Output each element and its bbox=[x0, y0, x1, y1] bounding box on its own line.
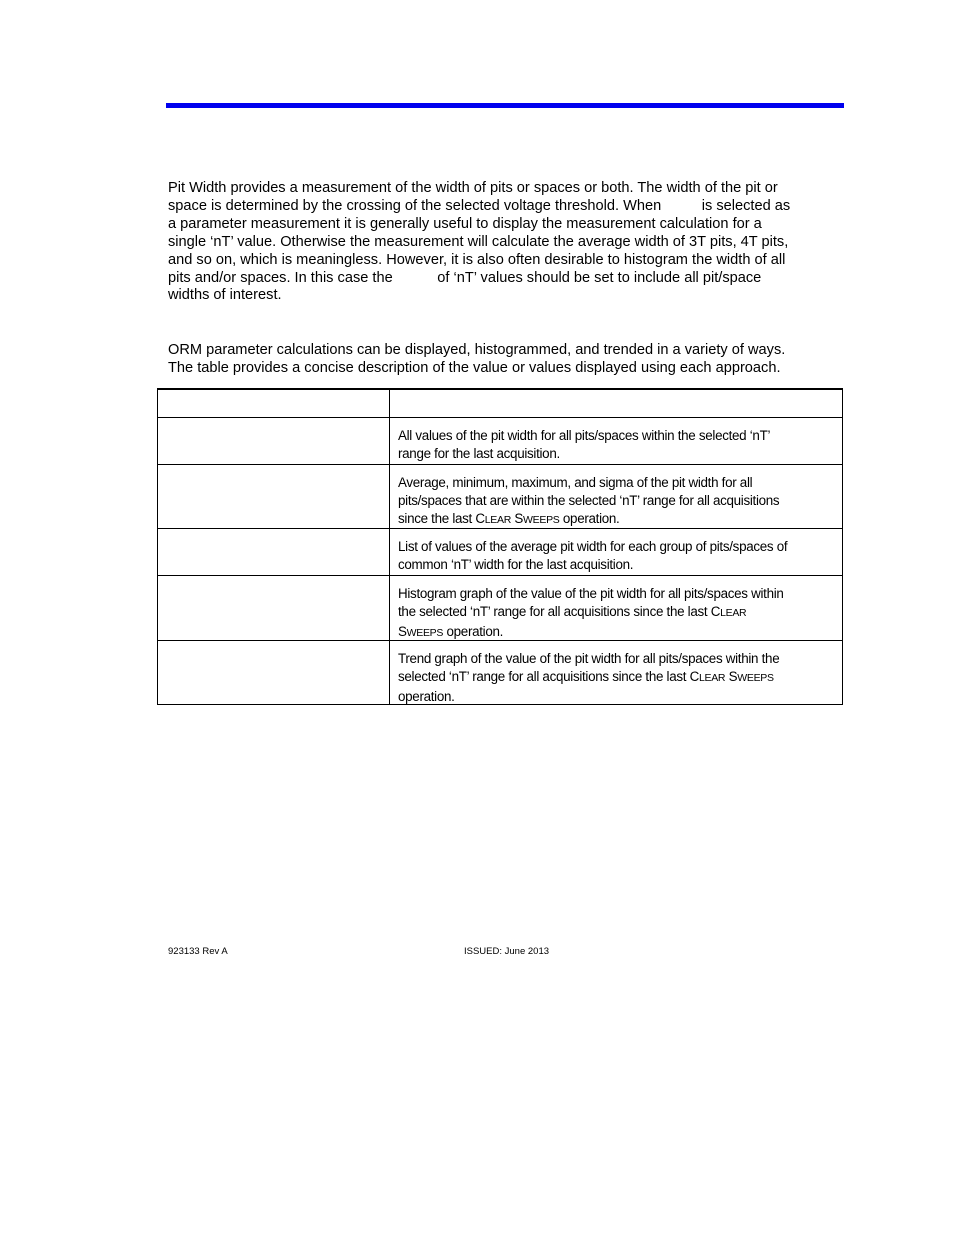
table-header-row bbox=[158, 389, 842, 417]
paragraph-line: Pit Width provides a measurement of the width of pits or spaces or both. The width of the pit or bbox=[168, 180, 778, 196]
cell-line: operation. bbox=[398, 688, 455, 704]
orm-paragraph bbox=[168, 342, 840, 378]
paragraph-line: The table provides a concise description of the value or values displayed using each approach. bbox=[168, 359, 781, 376]
cell-line: pits/spaces that are within the selected ‘nT’ range for all acquisitions bbox=[398, 492, 780, 508]
cell-line bbox=[398, 510, 828, 530]
small-caps-text: WEEPS bbox=[406, 626, 444, 639]
cell-line bbox=[398, 668, 828, 688]
footer-doc-number: 923133 Rev A bbox=[168, 946, 228, 957]
cell-text: S bbox=[725, 668, 738, 684]
paragraph-line: widths of interest. bbox=[168, 287, 282, 304]
paragraph-line: pits and/or spaces. In this case the of ‘nT’ values should be set to include all pit/space bbox=[168, 269, 762, 286]
cell-line: common ‘nT’ width for the last acquisition. bbox=[398, 556, 634, 572]
cell-line: Histogram graph of the value of the pit width for all pits/spaces within bbox=[398, 586, 784, 601]
table-row bbox=[158, 417, 842, 464]
table-cell-description bbox=[398, 538, 828, 574]
cell-text: the selected ‘nT’ range for all acquisitions since the last C bbox=[398, 603, 721, 619]
cell-line bbox=[398, 603, 828, 623]
cell-line: Trend graph of the value of the pit width for all pits/spaces within the bbox=[398, 651, 780, 666]
cell-line: All values of the pit width for all pits/spaces within the selected ‘nT’ bbox=[398, 428, 771, 443]
cell-line: List of values of the average pit width for each group of pits/spaces of bbox=[398, 539, 788, 554]
cell-text: operation. bbox=[559, 510, 620, 526]
paragraph-line: a parameter measurement it is generally useful to display the measurement calculation for a bbox=[168, 215, 762, 232]
table-row bbox=[158, 464, 842, 528]
table-row bbox=[158, 575, 842, 640]
paragraph-line: single ‘nT’ value. Otherwise the measurement will calculate the average width of 3T pits, 4T pits, bbox=[168, 233, 789, 250]
cell-text: S bbox=[398, 623, 407, 639]
cell-line: Average, minimum, maximum, and sigma of the pit width for all bbox=[398, 475, 753, 490]
footer-issued-date: ISSUED: June 2013 bbox=[464, 946, 550, 957]
cell-line: range for the last acquisition. bbox=[398, 445, 560, 461]
small-caps-text: LEAR bbox=[698, 671, 726, 684]
header-rule bbox=[166, 103, 844, 108]
table-row bbox=[158, 640, 842, 704]
small-caps-text: WEEPS bbox=[737, 671, 774, 684]
pit-width-paragraph bbox=[168, 180, 840, 305]
paragraph-line: and so on, which is meaningless. However, it is also often desirable to histogram the width of all bbox=[168, 251, 786, 268]
paragraph-line: space is determined by the crossing of the selected voltage threshold. When is selected as bbox=[168, 197, 791, 214]
paragraph-line: ORM parameter calculations can be displayed, histogrammed, and trended in a variety of ways. bbox=[168, 342, 786, 358]
table-cell-description bbox=[398, 474, 828, 530]
table-cell-description bbox=[398, 650, 828, 706]
cell-text: selected ‘nT’ range for all acquisitions since the last C bbox=[398, 668, 699, 684]
cell-text: operation. bbox=[443, 623, 504, 639]
small-caps-text: WEEPS bbox=[523, 513, 560, 526]
table-cell-description bbox=[398, 585, 828, 643]
cell-text: S bbox=[510, 510, 524, 526]
display-methods-table bbox=[157, 388, 843, 705]
table-row bbox=[158, 528, 842, 575]
table-cell-description bbox=[398, 427, 828, 463]
cell-text: since the last C bbox=[398, 510, 485, 526]
small-caps-text: LEAR bbox=[720, 606, 747, 619]
small-caps-text: LEAR bbox=[484, 513, 511, 526]
